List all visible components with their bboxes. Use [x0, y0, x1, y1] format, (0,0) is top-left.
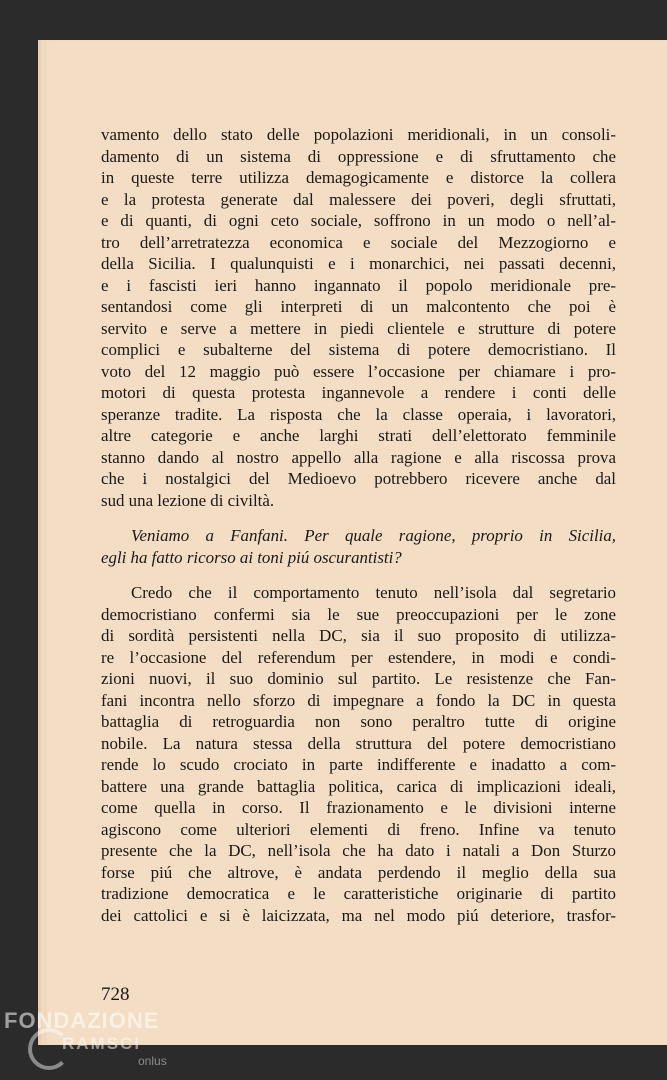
interview-question — [101, 525, 616, 568]
text-line: re l’occasione del referendum per estendere, in modi e condi- — [101, 647, 616, 667]
text-line: vamento dello stato delle popolazioni meridionali, in un consoli- — [101, 125, 616, 144]
page-body — [101, 124, 616, 926]
text-line: servito e serve a mettere in piedi clientele e strutture di potere — [101, 318, 616, 338]
text-line: Credo che il comportamento tenuto nell’isola dal segretario — [131, 583, 616, 602]
text-line: dei cattolici e si è laicizzata, ma nel modo piú deteriore, trasfor- — [101, 905, 616, 925]
text-line: fani incontra nello sforzo di impegnare a fondo la DC in questa — [101, 690, 616, 710]
text-line: di sordità persistenti nella DC, sia il suo proposito di utilizza- — [101, 626, 616, 645]
text-line: forse piú che altrove, è andata perdendo il meglio della sua — [101, 862, 616, 882]
text-line: e la protesta generate dal malessere dei poveri, degli sfruttati, — [101, 189, 616, 209]
text-line: tradizione democratica e le caratteristiche originarie di partito — [101, 884, 616, 903]
text-line: altre categorie e anche larghi strati dell’elettorato femminile — [101, 426, 616, 445]
page-edge — [38, 40, 44, 1045]
text-line: sud una lezione di civiltà. — [101, 490, 275, 510]
paragraph-2 — [101, 582, 616, 926]
text-line: nobile. La natura stessa della struttura del potere democristiano — [101, 733, 616, 753]
text-line: della Sicilia. I qualunquisti e i monarchici, nei passati decenni, — [101, 254, 616, 273]
text-line: sentandosi come gli interpreti di un malcontento che poi è — [101, 297, 616, 316]
text-line: e di quanti, di ogni ceto sociale, soffrono in un modo o nell’al- — [101, 211, 616, 230]
text-line: in queste terre utilizza demagogicamente e distorce la collera — [101, 168, 616, 187]
text-line: speranze tradite. La risposta che la classe operaia, i lavoratori, — [101, 404, 616, 424]
text-line: rende lo scudo crociato in parte indifferente e inadatto a com- — [101, 755, 616, 774]
text-line: stanno dando al nostro appello alla ragione e alla riscossa prova — [101, 447, 616, 467]
text-line: agiscono come ulteriori elementi di freno. Infine va tenuto — [101, 819, 616, 839]
text-line: damento di un sistema di oppressione e di sfruttamento che — [101, 146, 616, 166]
text-line: battere una grande battaglia politica, carica di implicazioni ideali, — [101, 776, 616, 796]
text-line: battaglia di retroguardia non sono peraltro tutte di origine — [101, 712, 616, 731]
text-line: egli ha fatto ricorso ai toni piú oscurantisti? — [101, 547, 402, 567]
text-line: motori di questa protesta ingannevole a rendere i conti delle — [101, 383, 616, 402]
text-line: che i nostalgici del Medioevo potrebbero ricevere anche dal — [101, 469, 616, 488]
text-line: Veniamo a Fanfani. Per quale ragione, proprio in Sicilia, — [131, 526, 616, 545]
watermark-onlus: onlus — [138, 1054, 167, 1068]
text-line: complici e subalterne del sistema di potere democristiano. Il — [101, 340, 616, 359]
text-line: come quella in corso. Il frazionamento e le divisioni interne — [101, 798, 616, 817]
paragraph-1 — [101, 124, 616, 511]
text-line: zioni nuovi, il suo dominio sul partito. Le resistenze che Fan- — [101, 669, 616, 688]
text-line: e i fascisti ieri hanno ingannato il popolo meridionale pre- — [101, 275, 616, 295]
page-number: 728 — [101, 984, 130, 1005]
text-line: tro dell’arretratezza economica e sociale del Mezzogiorno e — [101, 232, 616, 252]
text-line: voto del 12 maggio può essere l’occasione per chiamare i pro- — [101, 361, 616, 381]
watermark-logo-sub: RAMSCI — [62, 1034, 142, 1053]
text-line: presente che la DC, nell’isola che ha dato i natali a Don Sturzo — [101, 841, 616, 860]
text-line: democristiano confermi sia le sue preoccupazioni per le zone — [101, 604, 616, 624]
watermark-logo-text: FONDAZIONE — [4, 1008, 160, 1033]
